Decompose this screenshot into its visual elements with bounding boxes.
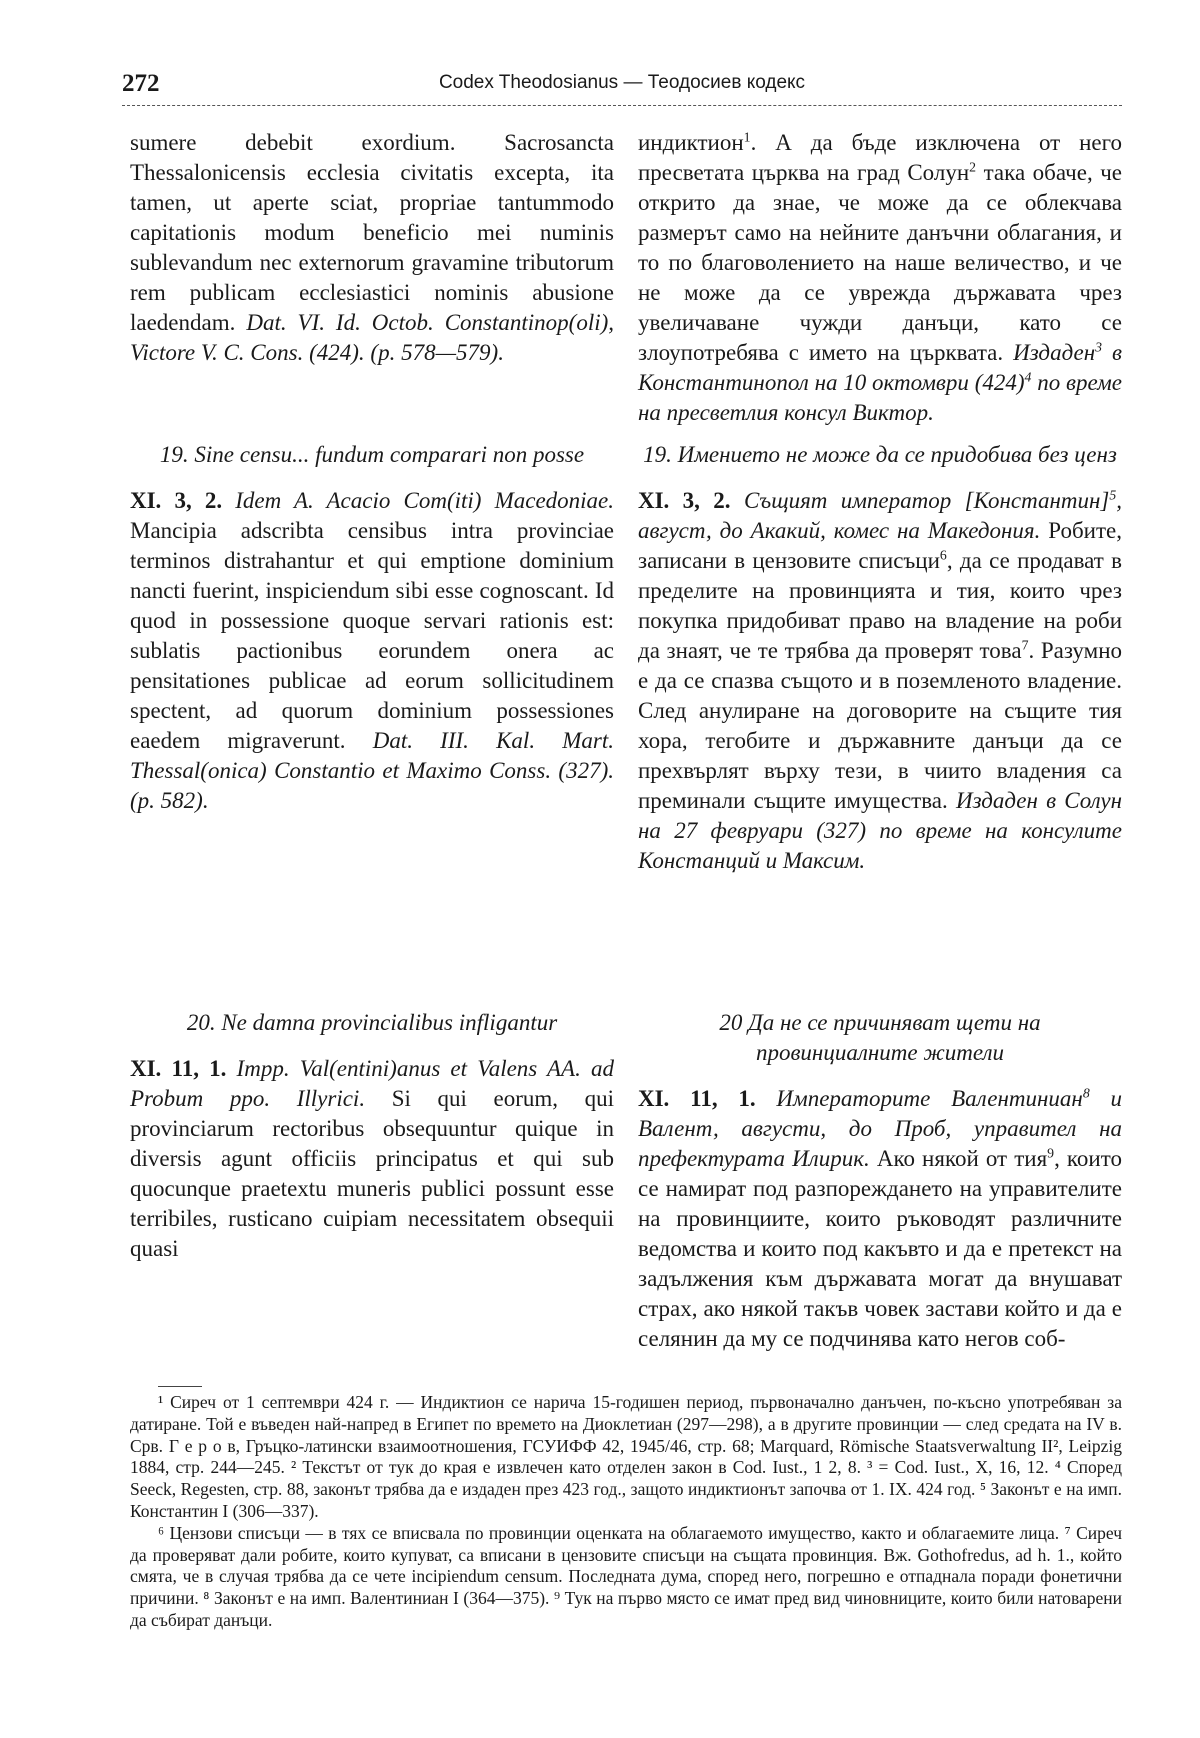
- running-title: Codex Theodosianus — Теодосиев кодекс: [438, 72, 806, 93]
- footnote-mark-5: 5: [1109, 487, 1117, 503]
- bulgarian-continuation: [638, 128, 1122, 428]
- footnote-mark-1: 1: [743, 129, 751, 145]
- latin-text-20: Si qui eorum, qui provinciarum rectoribus obsequuntur quique in diversis agunt officiis principatus et qui sub quocunque praetextu muneris publici possunt esse terribiles, rusticano cuipiam necessitatem obsequii quasi: [130, 1086, 615, 1261]
- bg-heading-19: 19. Имението не може да се придобива без ценз: [643, 442, 1117, 467]
- footnote-mark-7: 7: [1021, 637, 1029, 653]
- bg-text-20a: Ако някой от тия: [876, 1146, 1048, 1171]
- latin-addressee-20: Impp. Val(entini)anus et Valens AA. ad Probum ppo. Illyrici.: [130, 1056, 615, 1111]
- footnote-rule: [158, 1386, 202, 1387]
- latin-heading-19: 19. Sine censu... fundum comparari non posse: [159, 442, 585, 467]
- bg-text-19c: . Разумно е да се спазва същото и в поземленото владение. След анулиране на договорите на същите тия хора, тегобите и държавните данъци да се прехвърлят върху тези, в чиито владения са преминали същите имущества.: [638, 638, 1122, 813]
- bg-law-ref-19: XI. 3, 2.: [638, 488, 731, 513]
- bg-date-a: Издаден: [1013, 340, 1096, 365]
- footnote-mark-2: 2: [969, 159, 977, 175]
- bg-text-b: . А да бъде изключена от него пресветата църква на град Солун: [638, 130, 1122, 185]
- bg-text-a: индиктион: [638, 130, 744, 155]
- bulgarian-section-19: [638, 440, 1122, 876]
- bg-text-19a: Робите, записани в цензовите списъци: [638, 518, 1122, 573]
- bg-addressee-19b: , август, до Акакий, комес на Македония.: [638, 488, 1123, 543]
- page-header: [122, 70, 1122, 100]
- latin-section-19: [130, 440, 614, 816]
- latin-law-ref-20: XI. 11, 1.: [130, 1056, 227, 1081]
- latin-paragraph: sumere debebit exordium. Sacrosancta Thessalonicensis ecclesia civitatis excepta, ita tamen, ut aperte sciat, propriae tantummodo capitationis modum beneficio mei numinis sublevandum nec externorum gravamine tributorum rem publicam ecclesiastici nominis abusione laedendam.: [130, 130, 614, 335]
- footnotes: [130, 1392, 1122, 1632]
- bg-addressee-20: Императорите Валентиниан: [776, 1086, 1083, 1111]
- bg-date-c: по време на пресветлия консул Виктор.: [638, 370, 1122, 425]
- latin-law-ref-19: XI. 3, 2.: [130, 488, 223, 513]
- footnote-mark-9: 9: [1047, 1145, 1055, 1161]
- bg-date-b: в Константинопол на 10 октомври (424): [638, 340, 1123, 395]
- footnote-block-2: ⁶ Цензови списъци — в тях се вписвала по провинции оценката на облагаемото имущество, както и облагаемите лица. ⁷ Сиреч да проверяват дали робите, които купуват, са вписани в цензовите списъци на същата провинция. Вж. Gothofredus, ad h. 1., който смята, че в случая трябва да се чете incipiendum censum. Последната дума, според него, погрешно е отпаднала поради фонетични причини. ⁸ Законът е на имп. Валентиниан I (364—375). ⁹ Тук на първо място се имат пред вид чиновниците, които били натоварени да събират данъци.: [130, 1522, 1122, 1630]
- bg-date-19: Издаден в Солун на 27 февруари (327) по време на консулите Констанций и Максим.: [638, 788, 1123, 873]
- latin-date-19: Dat. III. Kal. Mart. Thessal(onica) Constantio et Maximo Conss. (327). (p. 582).: [130, 728, 614, 813]
- latin-date: Dat. VI. Id. Octob. Constantinop(oli), Victore V. C. Cons. (424). (p. 578—579).: [130, 310, 615, 365]
- bg-addressee-19: Същият император [Константин]: [743, 488, 1110, 513]
- latin-text-19: Mancipia adscribta censibus intra provinciae terminos distrahantur et qui emptione dominium nancti fuerint, inspiciendum sibi esse cognoscant. Id quod in possessione quoque servari rationis est: sublatis pactionibus eorundem onera ac pensitationes publicae ad eorum sollicitudinem spectent, ad quorum dominium possessiones eaedem migraverunt.: [130, 518, 614, 753]
- latin-addressee-19: Idem A. Acacio Com(iti) Macedoniae.: [235, 488, 615, 513]
- header-rule: [122, 105, 1122, 106]
- bg-text-20b: , които се намират под разпореждането на управителите на провинциите, които ръководят различните ведомства и които под какъвто и да е претекст на задължения към държавата могат да внушават страх, ако някой такъв човек застави който и да е селянин да му се подчинява като негов соб-: [638, 1146, 1122, 1351]
- footnote-mark-6: 6: [939, 547, 947, 563]
- latin-section-20: [130, 1008, 614, 1264]
- footnote-mark-3: 3: [1095, 339, 1103, 355]
- footnote-block-1: ¹ Сиреч от 1 септември 424 г. — Индиктион се нарича 15-годишен период, първоначално данъчен, по-късно употребяван за датиране. Той е въведен най-напред в Египет по времето на Диоклетиан (297—298), а в другите провинции — след средата на IV в. Срв. Г е р о в, Гръцко-латински взаимоотношения, ГСУИФФ 42, 1945/46, стр. 68; Marquard, Römische Staatsverwaltung II², Leipzig 1884, стр. 244—245. ² Текстът от тук до края е извлечен като отделен закон в Cod. Iust., 1 2, 8. ³ = Cod. Iust., X, 16, 12. ⁴ Според Seeck, Regesten, стр. 88, законът трябва да е издаден през 423 год., защото индиктионът започва от 1. IX. 424 год. ⁵ Законът е на имп. Константин I (306—337).: [130, 1392, 1122, 1521]
- latin-continuation: [130, 128, 614, 368]
- bg-law-ref-20: XI. 11, 1.: [638, 1086, 756, 1111]
- page-number: 272: [122, 70, 160, 97]
- footnote-mark-8: 8: [1082, 1085, 1090, 1101]
- bg-addressee-20b: и Валент, августи, до Проб, управител на префектурата Илирик.: [638, 1086, 1123, 1171]
- bg-heading-20: 20 Да не се причиняват щети на провинциалните жители: [719, 1010, 1041, 1065]
- bulgarian-section-20: [638, 1008, 1122, 1354]
- bg-text-19b: , да се продават в пределите на провинцията и тия, които чрез покупка придобиват право на владение на роби да знаят, че те трябва да проверят това: [638, 548, 1122, 663]
- latin-heading-20: 20. Ne damna provincialibus infligantur: [186, 1010, 558, 1035]
- footnote-mark-4: 4: [1024, 369, 1032, 385]
- bg-text-c: така обаче, че открито да знае, че може да се облекчава размерът само на нейните данъчни облагания, и то по благоволението на наше величество, и че не може да се уврежда държавата чрез увеличаване чужди данъци, като се злоупотребява с името на църквата.: [638, 160, 1123, 365]
